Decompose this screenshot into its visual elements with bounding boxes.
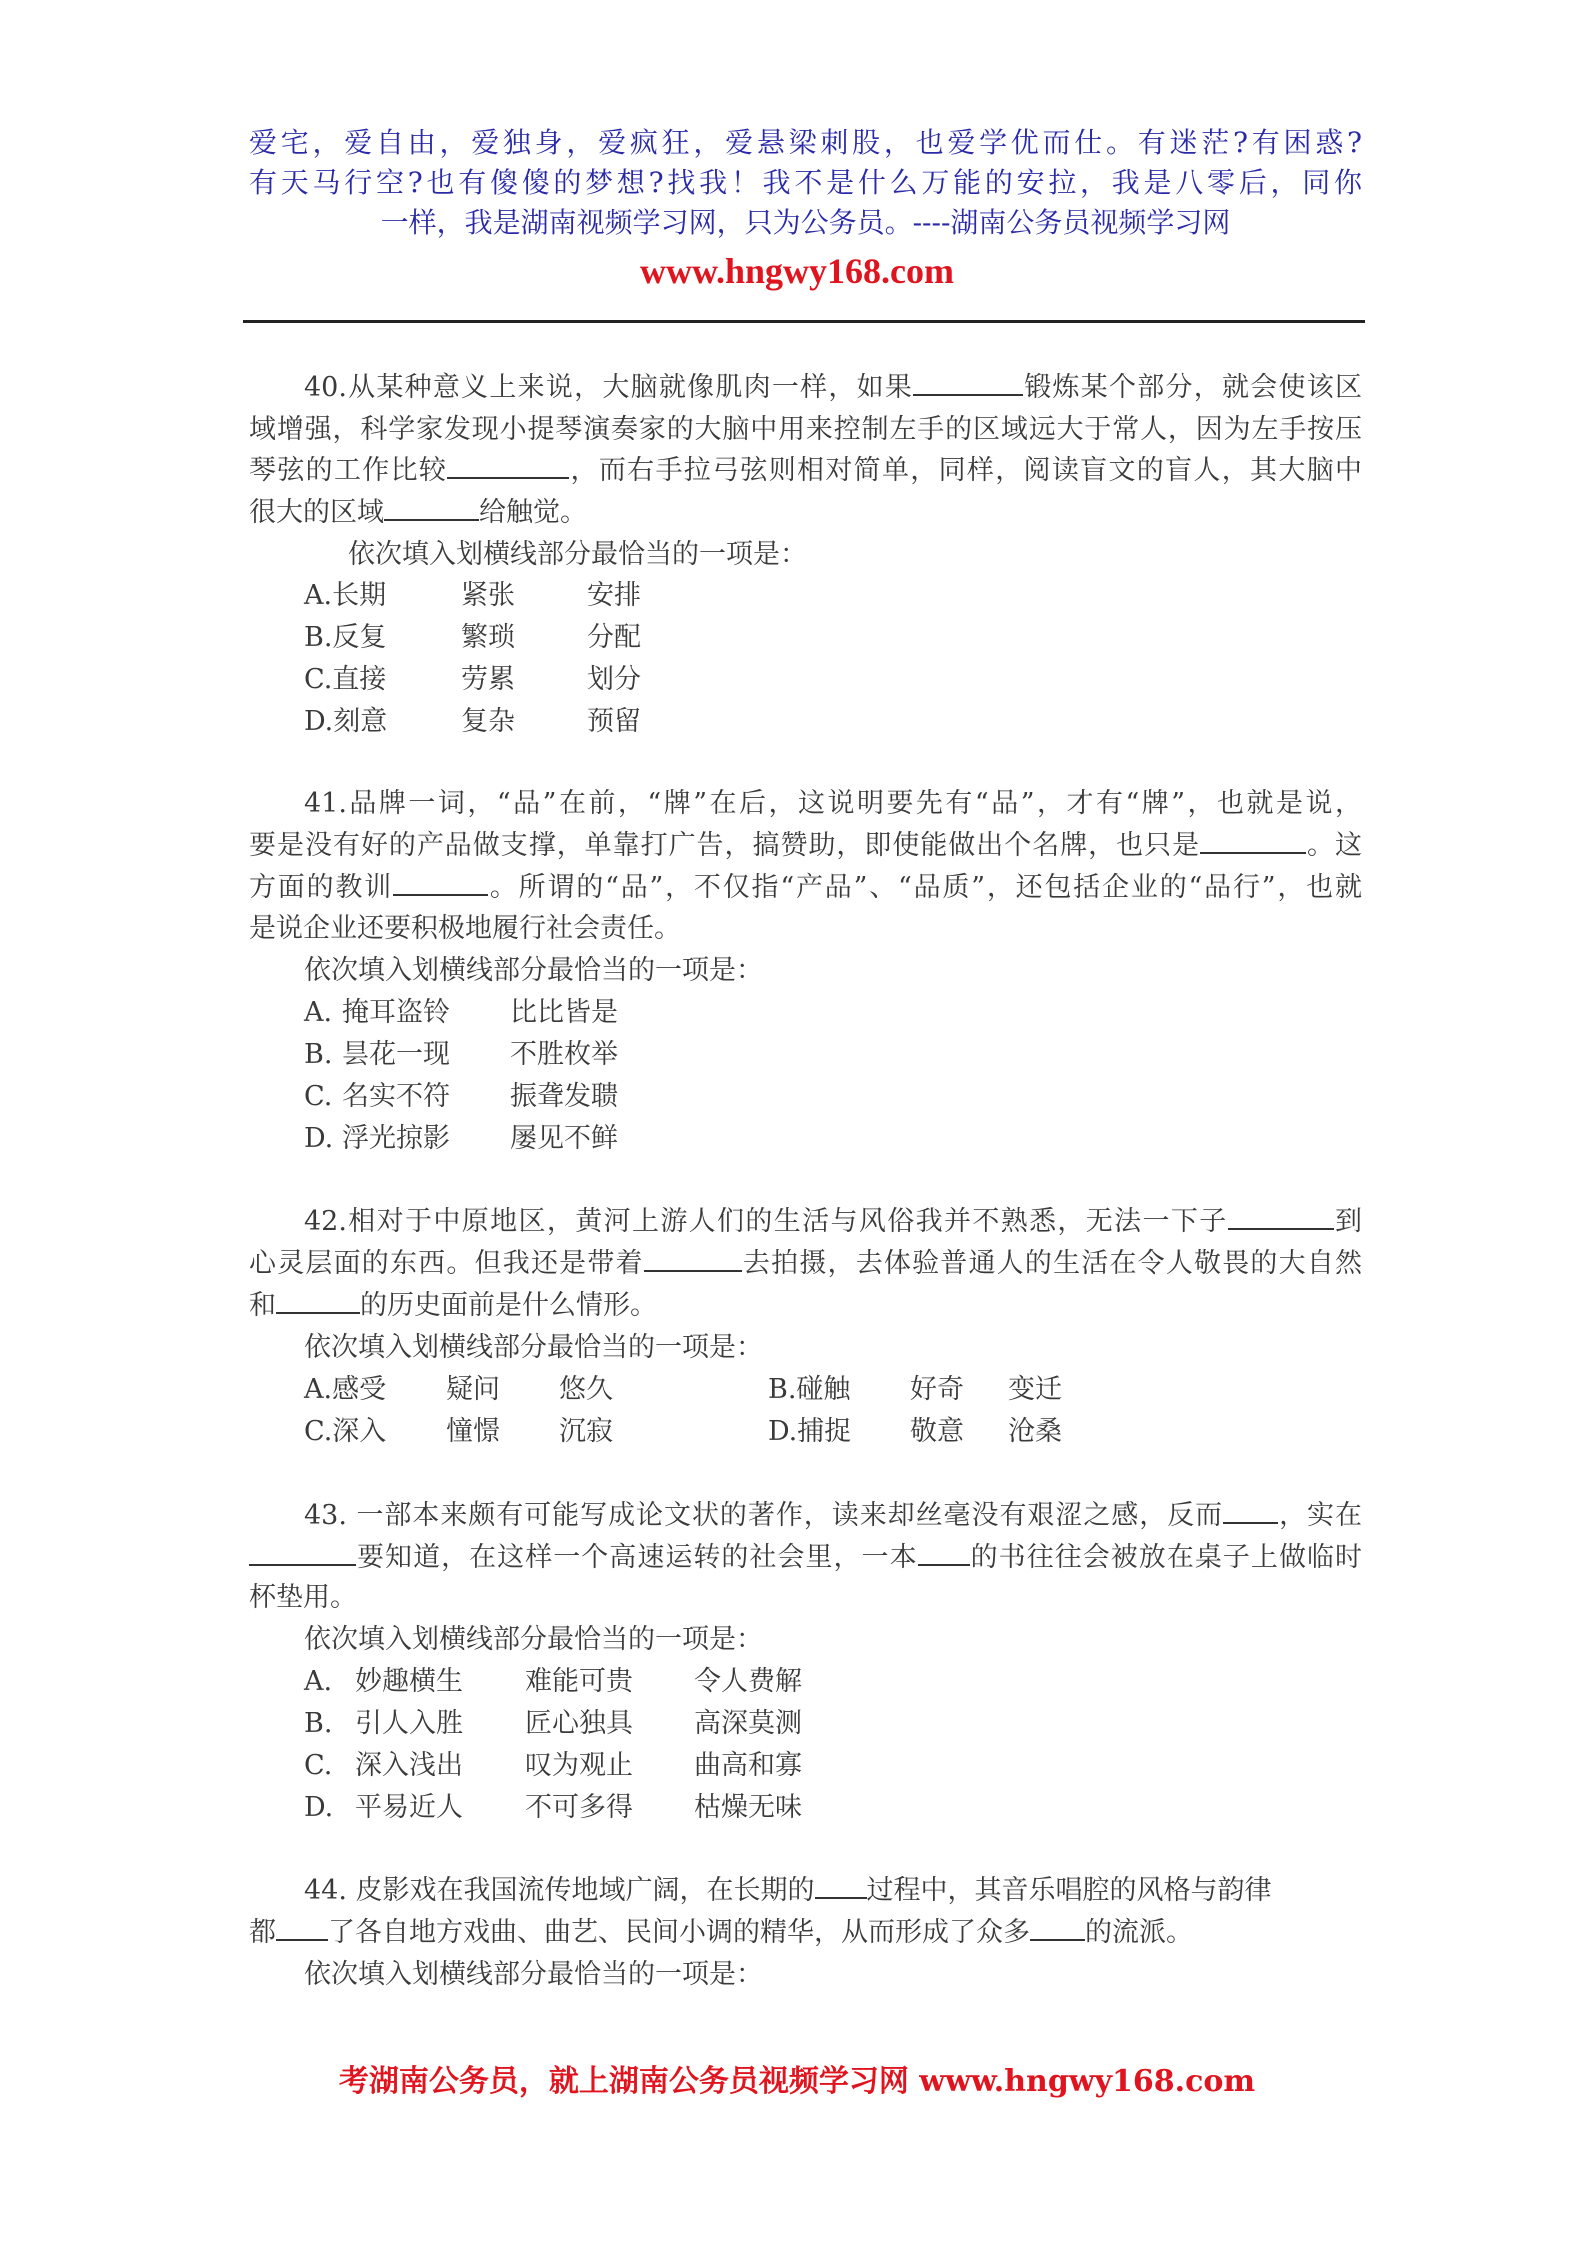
answer-option-cell: 匠心独具 (525, 1708, 633, 1739)
question-41-line (249, 870, 1362, 906)
answer-option-cell: 掩耳盗铃 (342, 997, 450, 1028)
question-text: 的流派。 (1085, 1917, 1193, 1948)
answer-option-cell: B.碰触 (768, 1374, 851, 1405)
question-41-line (249, 911, 1362, 947)
question-text: 42.相对于中原地区，黄河上游人们的生活与风俗我并不熟悉，无法一下子 (304, 1206, 1228, 1237)
question-text: ，实在 (1278, 1500, 1362, 1531)
fill-in-blank (276, 1288, 360, 1314)
fill-in-blank (1228, 1204, 1334, 1230)
answer-option-cell: A. (304, 997, 333, 1028)
question-text: 。所谓的“品”，不仅指“产品”、“品质”，还包括企业的“品行”，也就 (488, 872, 1362, 903)
answer-option-cell: 预留 (587, 706, 641, 737)
footer-banner: 考湖南公务员，就上湖南公务员视频学习网 www.hngwy168.com (338, 2064, 1256, 2099)
answer-option-cell: 好奇 (910, 1374, 964, 1405)
fill-in-blank (815, 1873, 867, 1899)
answer-option-cell: A.长期 (304, 580, 387, 611)
fill-in-blank (249, 1540, 356, 1566)
fill-in-blank (1223, 1498, 1278, 1524)
question-text: 到 (1333, 1206, 1362, 1237)
question-40-line (249, 453, 1362, 489)
answer-option-cell: 繁琐 (461, 622, 515, 653)
answer-option-cell: 振聋发聩 (510, 1081, 618, 1112)
question-text: ，而右手拉弓弦则相对简单，同样，阅读盲文的盲人，其大脑中 (569, 455, 1363, 486)
question-40-line (249, 412, 1362, 448)
fill-in-blank (447, 453, 569, 479)
answer-option-cell: 妙趣横生 (355, 1666, 463, 1697)
answer-option-cell: 沧桑 (1008, 1416, 1062, 1447)
answer-option-cell: 安排 (587, 580, 641, 611)
question-text: 40.从某种意义上来说，大脑就像肌肉一样，如果 (304, 372, 914, 403)
answer-option-cell: C.直接 (304, 664, 387, 695)
answer-option-cell: D. (304, 1123, 334, 1154)
question-text: 很大的区域 (249, 497, 384, 528)
answer-option-cell: 紧张 (461, 580, 515, 611)
question-text: 给触觉。 (479, 497, 587, 528)
answer-option-cell: C. (304, 1081, 333, 1112)
question-text: 要知道，在这样一个高速运转的社会里，一本 (356, 1542, 918, 1573)
question-42-line (249, 1246, 1362, 1282)
answer-option-cell: 名实不符 (342, 1081, 450, 1112)
answer-option-cell: B.反复 (304, 622, 387, 653)
answer-option-cell: A. (304, 1666, 333, 1697)
question-text: 是说企业还要积极地履行社会责任。 (249, 913, 681, 944)
question-prompt: 依次填入划横线部分最恰当的一项是： (348, 539, 807, 570)
header-slogan-line-3: 一样，我是湖南视频学习网，只为公务员。----湖南公务员视频学习网 (380, 206, 1231, 239)
fill-in-blank (393, 870, 488, 896)
question-text: 41.品牌一词，“品”在前，“牌”在后，这说明要先有“品”，才有“牌”，也就是说， (304, 788, 1362, 819)
question-text: 了各自地方戏曲、曲艺、民间小调的精华，从而形成了众多 (328, 1917, 1030, 1948)
answer-option-cell: 昙花一现 (342, 1039, 450, 1070)
question-text: 44. 皮影戏在我国流传地域广阔，在长期的 (304, 1875, 815, 1906)
answer-option-cell: 浮光掠影 (342, 1123, 450, 1154)
header-slogan-line-1: 爱宅，爱自由，爱独身，爱疯狂，爱悬梁刺股，也爱学优而仕。有迷茫?有困惑? (249, 126, 1362, 159)
answer-option-cell: 憧憬 (446, 1416, 500, 1447)
question-text: 杯垫用。 (249, 1582, 357, 1613)
question-text: 的历史面前是什么情形。 (360, 1290, 657, 1321)
question-43-line (304, 1498, 1362, 1534)
question-text: 过程中，其音乐唱腔的风格与韵律 (866, 1875, 1272, 1906)
answer-option-cell: 复杂 (461, 706, 515, 737)
answer-option-cell: C.深入 (304, 1416, 387, 1447)
question-44-line (249, 1915, 1362, 1951)
question-text: 去拍摄，去体验普通人的生活在令人敬畏的大自然 (741, 1248, 1363, 1279)
answer-option-cell: 不胜枚举 (510, 1039, 618, 1070)
question-41-line (304, 786, 1362, 822)
answer-option-cell: 令人费解 (694, 1666, 802, 1697)
question-text: 。这 (1306, 830, 1363, 861)
answer-option-cell: 深入浅出 (355, 1750, 463, 1781)
answer-option-cell: 沉寂 (559, 1416, 613, 1447)
question-text: 要是没有好的产品做支撑，单靠打广告，搞赞助，即使能做出个名牌，也只是 (249, 830, 1201, 861)
answer-option-cell: B. (304, 1708, 333, 1739)
question-text: 方面的教训 (249, 872, 394, 903)
fill-in-blank (918, 1540, 970, 1566)
answer-option-cell: D. (304, 1792, 334, 1823)
answer-option-cell: C. (304, 1750, 333, 1781)
question-40-line (249, 495, 1362, 531)
answer-option-cell: 划分 (587, 664, 641, 695)
answer-option-cell: 疑问 (446, 1374, 500, 1405)
answer-option-cell: D.刻意 (304, 706, 388, 737)
question-text: 域增强，科学家发现小提琴演奏家的大脑中用来控制左手的区域远大于常人，因为左手按压 (249, 414, 1362, 445)
fill-in-blank (384, 495, 479, 521)
answer-option-cell: A.感受 (304, 1374, 387, 1405)
answer-option-cell: 平易近人 (355, 1792, 463, 1823)
answer-option-cell: 高深莫测 (694, 1708, 802, 1739)
question-text: 的书往往会被放在桌子上做临时 (969, 1542, 1363, 1573)
question-44-line (304, 1873, 1362, 1909)
question-42-line (304, 1204, 1362, 1240)
question-41-line (249, 828, 1362, 864)
question-text: 和 (249, 1290, 276, 1321)
question-prompt: 依次填入划横线部分最恰当的一项是： (304, 1624, 763, 1655)
header-slogan-line-2: 有天马行空?也有傻傻的梦想?找我！我不是什么万能的安拉，我是八零后，同你 (249, 166, 1362, 199)
answer-option-cell: 引人入胜 (355, 1708, 463, 1739)
answer-option-cell: D.捕捉 (768, 1416, 852, 1447)
question-prompt: 依次填入划横线部分最恰当的一项是： (304, 1959, 763, 1990)
answer-option-cell: 叹为观止 (525, 1750, 633, 1781)
question-43-line (249, 1580, 1362, 1616)
fill-in-blank (644, 1246, 742, 1272)
answer-option-cell: 屡见不鲜 (510, 1123, 618, 1154)
question-prompt: 依次填入划横线部分最恰当的一项是： (304, 955, 763, 986)
answer-option-cell: 比比皆是 (510, 997, 618, 1028)
fill-in-blank (913, 370, 1023, 396)
header-divider (243, 320, 1365, 323)
question-prompt: 依次填入划横线部分最恰当的一项是： (304, 1332, 763, 1363)
question-42-line (249, 1288, 1362, 1324)
question-40-line (304, 370, 1362, 406)
answer-option-cell: 悠久 (559, 1374, 613, 1405)
fill-in-blank (1200, 828, 1306, 854)
question-text: 心灵层面的东西。但我还是带着 (249, 1248, 644, 1279)
answer-option-cell: 劳累 (461, 664, 515, 695)
answer-option-cell: 难能可贵 (525, 1666, 633, 1697)
question-text: 琴弦的工作比较 (249, 455, 448, 486)
fill-in-blank (1030, 1915, 1085, 1941)
answer-option-cell: 不可多得 (525, 1792, 633, 1823)
fill-in-blank (276, 1915, 328, 1941)
question-text: 都 (249, 1917, 276, 1948)
answer-option-cell: 变迁 (1008, 1374, 1062, 1405)
header-url[interactable]: www.hngwy168.com (639, 251, 954, 291)
answer-option-cell: 敬意 (910, 1416, 964, 1447)
question-43-line (249, 1540, 1362, 1576)
question-text: 43. 一部本来颇有可能写成论文状的著作，读来却丝毫没有艰涩之感，反而 (304, 1500, 1224, 1531)
answer-option-cell: 分配 (587, 622, 641, 653)
question-text: 锻炼某个部分，就会使该区 (1023, 372, 1362, 403)
answer-option-cell: B. (304, 1039, 333, 1070)
answer-option-cell: 曲高和寡 (694, 1750, 802, 1781)
answer-option-cell: 枯燥无味 (694, 1792, 802, 1823)
